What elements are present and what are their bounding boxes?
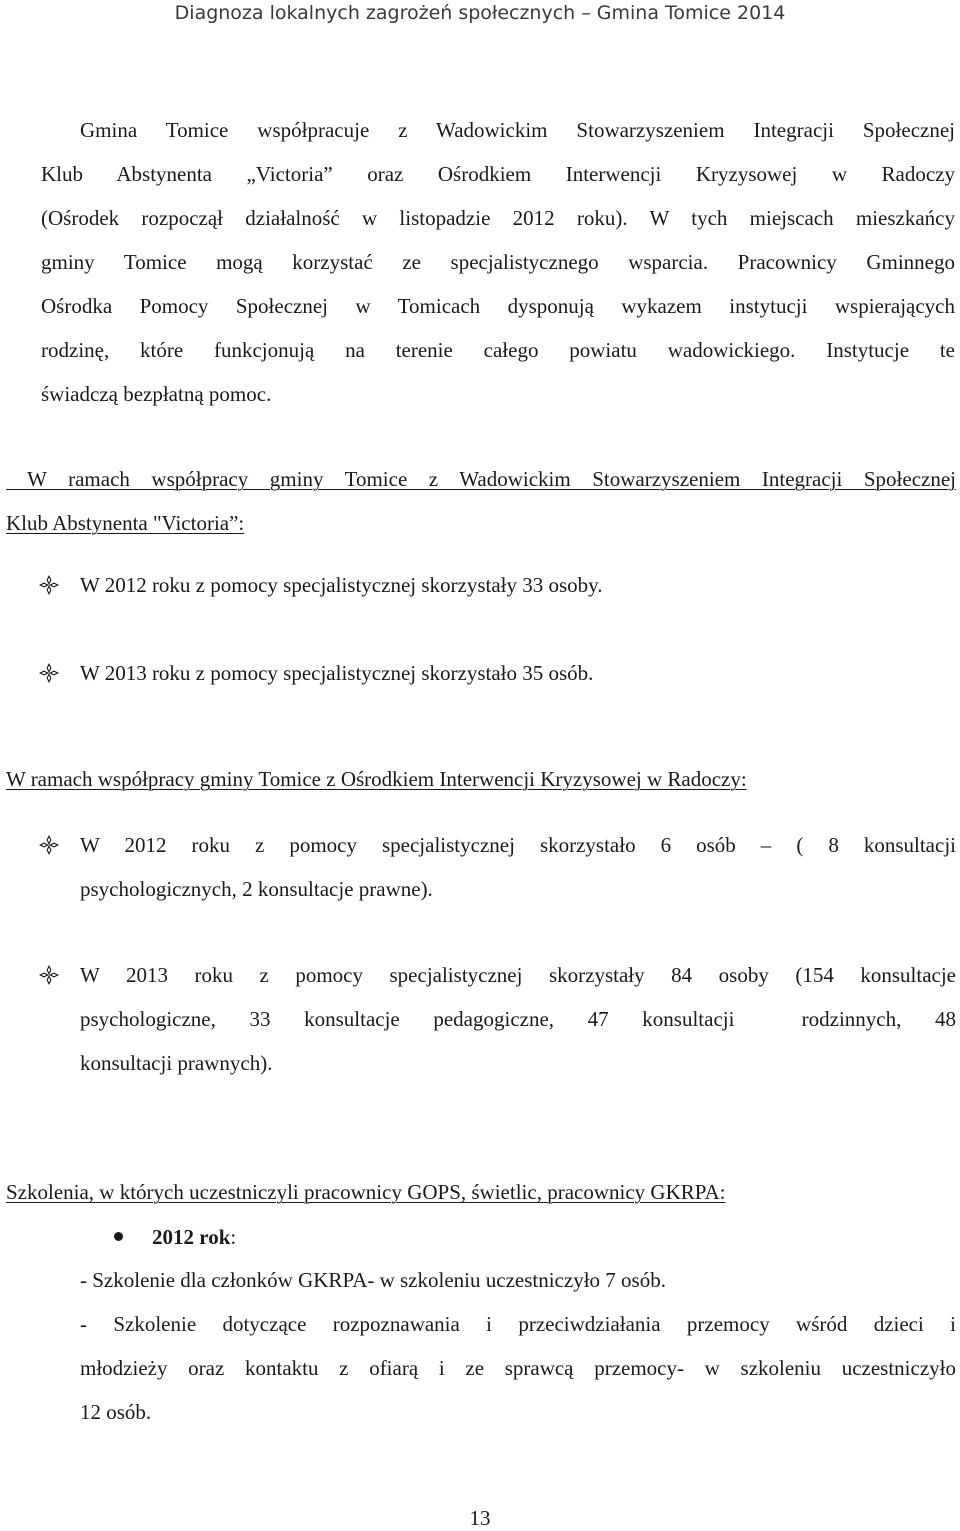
radocza-section-heading (6, 757, 956, 801)
intro-line: świadczą bezpłatną pomoc. (41, 382, 272, 406)
heading-line: Szkolenia, w których uczestniczyli pracownicy GOPS, świetlic, pracownicy GKRPA: (6, 1180, 726, 1204)
intro-line: gminy Tomice mogą korzystać ze specjalistycznego wsparcia. Pracownicy Gminnego (41, 250, 955, 274)
training-item-line: - Szkolenie dotyczące rozpoznawania i przeciwdziałania przemocy wśród dzieci i (80, 1312, 956, 1336)
intro-line: Gmina Tomice współpracuje z Wadowickim Stowarzyszeniem Integracji Społecznej (80, 118, 955, 142)
year-label-row (152, 1215, 236, 1259)
training-section-heading (6, 1170, 956, 1214)
diamond-bullet-icon (35, 563, 65, 607)
diamond-bullet-icon (35, 823, 65, 867)
heading-line: W ramach współpracy gminy Tomice z Wadowickim Stowarzyszeniem Integracji Społecznej (6, 467, 956, 491)
diamond-bullet-icon (35, 651, 65, 695)
list-item-line: W 2013 roku z pomocy specjalistycznej skorzystały 84 osoby (154 konsultacje (80, 963, 956, 987)
diamond-bullet-icon (35, 953, 65, 997)
bullet-dot-icon (114, 1232, 123, 1241)
training-item-line: młodzieży oraz kontaktu z ofiarą i ze sprawcą przemocy- w szkoleniu uczestniczyło (80, 1356, 956, 1380)
list-item-line: psychologiczne, 33 konsultacje pedagogiczne, 47 konsultacji rodzinnych, 48 (80, 1007, 956, 1031)
list-item (80, 563, 956, 607)
running-header: Diagnoza lokalnych zagrożeń społecznych – Gmina Tomice 2014 (174, 2, 786, 24)
intro-line: (Ośrodek rozpoczął działalność w listopadzie 2012 roku). W tych miejscach mieszkańcy (41, 206, 955, 230)
year-label: 2012 rok (152, 1225, 231, 1249)
intro-line: Klub Abstynenta „Victoria” oraz Ośrodkiem Interwencji Kryzysowej w Radoczy (41, 162, 955, 186)
training-item-text: - Szkolenie dla członków GKRPA- w szkoleniu uczestniczyło 7 osób. (80, 1268, 666, 1292)
list-item-line: konsultacji prawnych). (80, 1051, 273, 1075)
intro-line: rodzinę, które funkcjonują na terenie całego powiatu wadowickiego. Instytucje te (41, 338, 955, 362)
training-item-line: 12 osób. (80, 1400, 152, 1424)
heading-line: Klub Abstynenta "Victoria”: (6, 511, 245, 535)
list-item (80, 651, 956, 695)
list-item-text: W 2012 roku z pomocy specjalistycznej skorzystały 33 osoby. (80, 573, 603, 597)
page-number: 13 (469, 1506, 491, 1530)
list-item-line: W 2012 roku z pomocy specjalistycznej skorzystało 6 osób – ( 8 konsultacji (80, 833, 956, 857)
list-item-line: psychologicznych, 2 konsultacje prawne). (80, 877, 433, 901)
victoria-section-heading (6, 457, 956, 545)
list-item (80, 953, 956, 1085)
list-item-text: W 2013 roku z pomocy specjalistycznej skorzystało 35 osób. (80, 661, 594, 685)
intro-line: Ośrodka Pomocy Społecznej w Tomicach dysponują wykazem instytucji wspierających (41, 294, 955, 318)
training-item (80, 1302, 956, 1434)
heading-line: W ramach współpracy gminy Tomice z Ośrodkiem Interwencji Kryzysowej w Radoczy: (6, 767, 747, 791)
training-item (80, 1258, 956, 1302)
intro-paragraph (41, 108, 955, 416)
year-label-suffix: : (230, 1225, 237, 1249)
list-item (80, 823, 956, 911)
